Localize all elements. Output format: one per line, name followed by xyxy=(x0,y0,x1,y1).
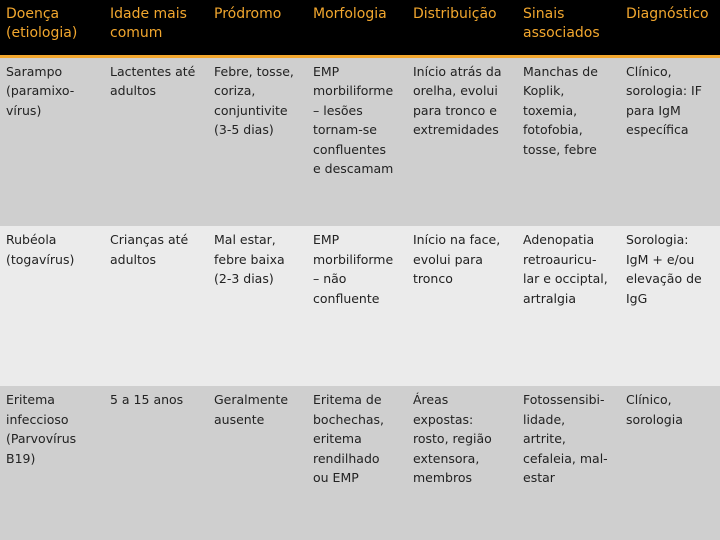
cell-line: bochechas, xyxy=(313,411,385,427)
cell-line: Febre, tosse, xyxy=(214,63,294,79)
cell-prodromo xyxy=(208,386,307,540)
cell-line: Clínico, xyxy=(626,392,672,407)
cell-prodromo xyxy=(208,226,307,386)
cell-idade xyxy=(104,226,208,386)
cell-line: infeccioso xyxy=(6,411,69,427)
cell-morfologia xyxy=(307,386,407,540)
header-line: Pródromo xyxy=(214,6,282,22)
cell-line: tronco xyxy=(413,271,453,286)
cell-sinais xyxy=(517,386,620,540)
cell-idade xyxy=(104,386,208,540)
cell-line: cefaleia, mal- xyxy=(523,450,608,466)
cell-sinais xyxy=(517,56,620,226)
cell-line: adultos xyxy=(110,251,157,267)
table-row-rubeola xyxy=(0,226,720,386)
cell-line: 5 a 15 anos xyxy=(110,392,184,407)
cell-line: – não xyxy=(313,271,347,286)
cell-line: Clínico, xyxy=(626,63,672,79)
cell-distribuicao xyxy=(407,386,517,540)
cell-line: Fotossensibi- xyxy=(523,392,605,407)
cell-line: retroauricu- xyxy=(523,251,597,267)
cell-line: Koplik, xyxy=(523,83,565,98)
cell-line: (paramixo- xyxy=(6,83,75,98)
cell-sinais xyxy=(517,226,620,386)
header-line: (etiologia) xyxy=(6,25,78,41)
cell-line: morbiliforme xyxy=(313,251,394,267)
cell-line: lidade, xyxy=(523,411,566,427)
cell-line: extensora, xyxy=(413,450,480,466)
cell-line: tornam-se xyxy=(313,122,377,137)
cell-line: rendilhado xyxy=(313,450,380,466)
cell-line: eritema xyxy=(313,431,362,446)
cell-line: Adenopatia xyxy=(523,232,595,247)
header-distribuicao xyxy=(407,0,517,56)
cell-line: vírus) xyxy=(6,102,42,118)
cell-line: EMP xyxy=(313,63,340,79)
cell-line: (togavírus) xyxy=(6,251,75,267)
header-idade xyxy=(104,0,208,56)
cell-line: para tronco e xyxy=(413,102,497,118)
header-line: Doença xyxy=(6,6,60,22)
cell-line: (Parvovírus xyxy=(6,431,77,446)
cell-idade xyxy=(104,56,208,226)
cell-distribuicao xyxy=(407,56,517,226)
header-line: Sinais xyxy=(523,6,565,22)
cell-line: e descamam xyxy=(313,161,394,176)
cell-line: lar e occiptal, xyxy=(523,271,608,286)
cell-line: Rubéola xyxy=(6,232,57,247)
cell-line: conjuntivite xyxy=(214,102,288,118)
cell-prodromo xyxy=(208,56,307,226)
cell-line: Crianças até xyxy=(110,232,189,247)
cell-line: Sarampo xyxy=(6,63,63,79)
cell-line: orelha, evolui xyxy=(413,83,498,98)
cell-line: IgG xyxy=(626,290,648,306)
cell-line: Sorologia: xyxy=(626,232,689,247)
cell-line: extremidades xyxy=(413,122,499,137)
header-line: Diagnóstico xyxy=(626,6,709,22)
header-sinais xyxy=(517,0,620,56)
cell-line: sorologia: IF xyxy=(626,83,702,98)
cell-line: Eritema xyxy=(6,392,55,407)
cell-line: evolui para xyxy=(413,251,483,267)
cell-line: sorologia xyxy=(626,411,683,427)
cell-diagnostico xyxy=(620,56,720,226)
cell-line: Áreas xyxy=(413,392,449,407)
cell-morfologia xyxy=(307,56,407,226)
cell-line: Início atrás da xyxy=(413,63,502,79)
cell-line: (2-3 dias) xyxy=(214,271,274,286)
table-row-sarampo xyxy=(0,56,720,226)
cell-line: Manchas de xyxy=(523,63,598,79)
header-prodromo xyxy=(208,0,307,56)
table-row-eritema-infeccioso xyxy=(0,386,720,540)
cell-diagnostico xyxy=(620,226,720,386)
cell-line: rosto, região xyxy=(413,431,492,446)
header-line: Distribuição xyxy=(413,6,497,22)
cell-line: elevação de xyxy=(626,271,702,286)
cell-doenca xyxy=(0,226,104,386)
cell-line: Geralmente xyxy=(214,392,289,407)
cell-line: Início na face, xyxy=(413,232,501,247)
cell-line: para IgM xyxy=(626,102,681,118)
cell-doenca xyxy=(0,386,104,540)
header-row xyxy=(0,0,720,56)
cell-distribuicao xyxy=(407,226,517,386)
cell-line: expostas: xyxy=(413,411,474,427)
cell-line: adultos xyxy=(110,83,157,98)
cell-line: fotofobia, xyxy=(523,122,583,137)
header-morfologia xyxy=(307,0,407,56)
cell-line: membros xyxy=(413,470,473,485)
cell-diagnostico xyxy=(620,386,720,540)
cell-line: EMP xyxy=(313,232,340,247)
cell-morfologia xyxy=(307,226,407,386)
header-diagnostico xyxy=(620,0,720,56)
cell-line: coriza, xyxy=(214,83,256,98)
header-line: associados xyxy=(523,25,600,41)
cell-line: toxemia, xyxy=(523,102,578,118)
header-line: Morfologia xyxy=(313,6,387,22)
cell-line: confluente xyxy=(313,290,380,306)
cell-line: Eritema de xyxy=(313,392,382,407)
header-doenca xyxy=(0,0,104,56)
cell-doenca xyxy=(0,56,104,226)
cell-line: – lesões xyxy=(313,102,363,118)
header-line: Idade mais xyxy=(110,6,187,22)
cell-line: artrite, xyxy=(523,431,566,446)
cell-line: IgM + e/ou xyxy=(626,251,695,267)
cell-line: confluentes xyxy=(313,141,386,157)
cell-line: morbiliforme xyxy=(313,83,394,98)
cell-line: Mal estar, xyxy=(214,232,276,247)
cell-line: B19) xyxy=(6,450,36,466)
cell-line: artralgia xyxy=(523,290,577,306)
cell-line: (3-5 dias) xyxy=(214,122,274,137)
cell-line: Lactentes até xyxy=(110,63,196,79)
cell-line: febre baixa xyxy=(214,251,285,267)
cell-line: ausente xyxy=(214,411,265,427)
cell-line: ou EMP xyxy=(313,470,359,485)
header-line: comum xyxy=(110,25,163,41)
cell-line: específica xyxy=(626,122,689,137)
cell-line: estar xyxy=(523,470,555,485)
cell-line: tosse, febre xyxy=(523,141,597,157)
